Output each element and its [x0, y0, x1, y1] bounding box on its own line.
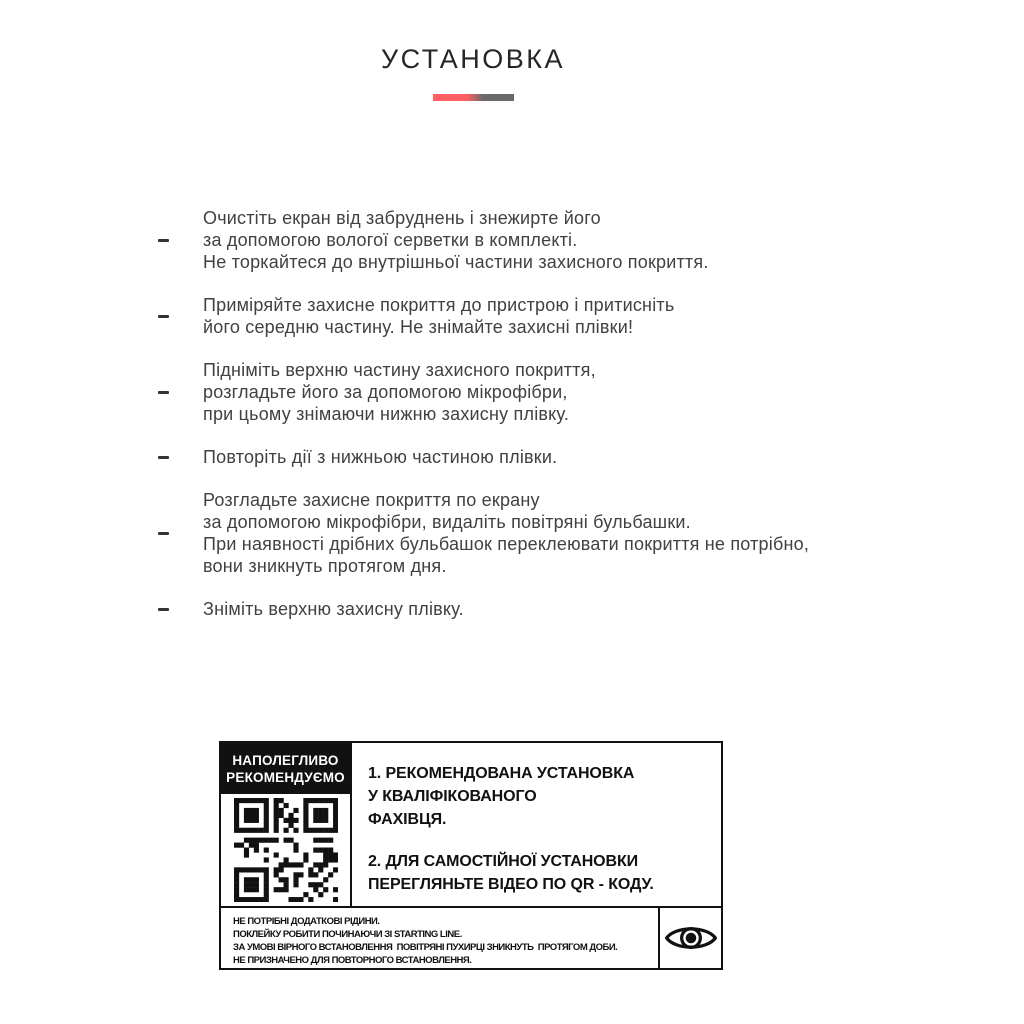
step-line: Підніміть верхню частину захисного покриття,	[203, 360, 596, 380]
usage-notes	[221, 908, 658, 968]
bullet-dash-icon	[158, 456, 169, 459]
instruction-step-3	[158, 359, 938, 425]
bullet-dash-icon	[158, 239, 169, 242]
bullet-dash-icon	[158, 391, 169, 394]
header-line: РЕКОМЕНДУЄМО	[226, 769, 345, 785]
instruction-step-4	[158, 446, 938, 468]
instruction-step-2	[158, 294, 938, 338]
recommendation-box	[219, 741, 723, 970]
step-line: Приміряйте захисне покриття до пристрою і притисніть	[203, 295, 675, 315]
step-text	[203, 489, 809, 577]
step-line: Зніміть верхню захисну плівку.	[203, 599, 464, 619]
note-line: НЕ ПРИЗНАЧЕНО ДЛЯ ПОВТОРНОГО ВСТАНОВЛЕННЯ.	[233, 955, 472, 966]
qr-code-cell	[221, 794, 350, 906]
note-line: ПОКЛЕЙКУ РОБИТИ ПОЧИНАЮЧИ ЗІ STARTING LINE.	[233, 929, 462, 940]
instruction-step-5	[158, 489, 938, 577]
strongly-recommend-header	[221, 743, 350, 794]
bullet-dash-icon	[158, 532, 169, 535]
instruction-list	[158, 207, 938, 641]
recommendation-point-2	[368, 850, 713, 896]
step-line: При наявності дрібних бульбашок переклеювати покриття не потрібно,	[203, 534, 810, 554]
step-text	[203, 294, 674, 338]
point-line: У КВАЛІФІКОВАНОГО	[368, 788, 537, 805]
point-line: 2. ДЛЯ САМОСТІЙНОЇ УСТАНОВКИ	[368, 853, 639, 870]
step-line: при цьому знімаючи нижню захисну плівку.	[203, 404, 570, 424]
point-line: ФАХІВЦЯ.	[368, 811, 447, 828]
step-text	[203, 446, 557, 468]
step-line: його середню частину. Не знімайте захисні плівки!	[203, 317, 634, 337]
eye-icon-cell	[658, 908, 721, 968]
step-line: Розгладьте захисне покриття по екрану	[203, 490, 540, 510]
step-line: Очистіть екран від забруднень і знежирте його	[203, 208, 601, 228]
bullet-dash-icon	[158, 315, 169, 318]
step-text	[203, 598, 464, 620]
instruction-step-6	[158, 598, 938, 620]
recommendation-box-left-column	[221, 743, 352, 906]
page-title: УСТАНОВКА	[380, 44, 566, 74]
header-line: НАПОЛЕГЛИВО	[232, 752, 339, 768]
title-divider	[433, 94, 514, 101]
step-line: Не торкайтеся до внутрішньої частини захисного покриття.	[203, 252, 709, 272]
step-line: за допомогою вологої серветки в комплекті.	[203, 230, 578, 250]
eye-icon	[665, 921, 717, 955]
instruction-step-1	[158, 207, 938, 273]
recommendation-box-bottom-row	[221, 906, 721, 968]
recommendation-points	[352, 743, 721, 906]
point-line: ПЕРЕГЛЯНЬТЕ ВІДЕО ПО QR - КОДУ.	[368, 876, 654, 893]
qr-code-icon	[234, 798, 338, 902]
point-line: 1. РЕКОМЕНДОВАНА УСТАНОВКА	[368, 765, 635, 782]
bullet-dash-icon	[158, 608, 169, 611]
recommendation-box-top-row	[221, 743, 721, 906]
step-line: вони зникнуть протягом дня.	[203, 556, 447, 576]
step-line: розгладьте його за допомогою мікрофібри,	[203, 382, 568, 402]
note-line: ЗА УМОВІ ВІРНОГО ВСТАНОВЛЕННЯ ПОВІТРЯНІ ПУХИРЦІ ЗНИКНУТЬ ПРОТЯГОМ ДОБИ.	[233, 942, 618, 953]
recommendation-point-1	[368, 762, 713, 831]
step-text	[203, 359, 596, 425]
step-line: Повторіть дії з нижньою частиною плівки.	[203, 447, 558, 467]
note-line: НЕ ПОТРІБНІ ДОДАТКОВІ РІДИНИ.	[233, 916, 380, 927]
step-line: за допомогою мікрофібри, видаліть повітряні бульбашки.	[203, 512, 691, 532]
step-text	[203, 207, 709, 273]
